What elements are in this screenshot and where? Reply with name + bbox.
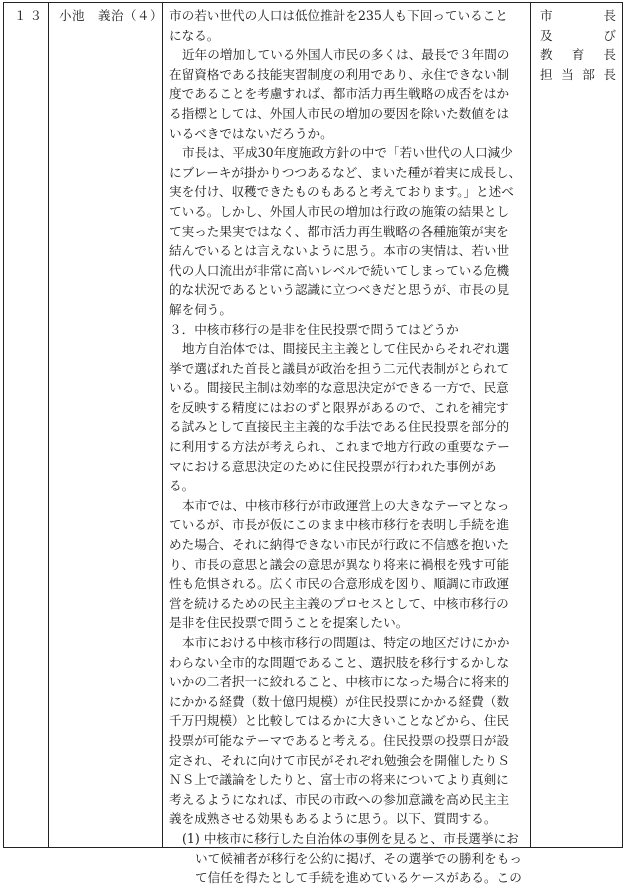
text-line: (1) 中核市に移行した自治体の事例を見ると、市長選挙にお: [182, 830, 519, 846]
text-line: ３．中核市移行の是非を住民投票で問うてはどうか: [169, 321, 459, 337]
text-line: る。: [169, 478, 195, 494]
text-line: る試みとして直接民主主義的な手法である住民投票を部分的: [169, 419, 510, 435]
text-line: 市長は、平成30年度施政方針の中で「若い世代の人口減少: [182, 145, 513, 161]
text-line: る指標としては、外国人市民の増加の要因を除いた数値をは: [169, 105, 510, 121]
text-line: 考えるようになれば、市民の市政への参加意識を高め民主主: [169, 791, 510, 807]
text-line: にブレーキが掛かりつつあるなど、まいた種が着実に成長し、: [169, 164, 522, 180]
text-line: 度であることを考慮すれば、都市活力再生戦略の成否をはか: [169, 86, 510, 102]
answerer-entry: [540, 65, 616, 85]
text-line: めた場合、それに納得できない市民が行政に不信感を抱いた: [169, 537, 510, 553]
text-line: にかかる経費（数十億円規模）が住民投票にかかる経費（数: [169, 693, 510, 709]
text-line: いて候補者が移行を公約に掲げ、その選挙での勝利をもっ: [195, 850, 522, 866]
text-line: て信任を得たとして手続を進めているケースがある。この: [195, 870, 522, 886]
text-line: て実った果実ではなく、都市活力再生戦略の各種施策が実を: [169, 223, 509, 239]
text-line: 的な状況であるという認識に立つべきだと思うが、市長の見: [169, 282, 510, 298]
answerer-char: 及: [540, 27, 553, 43]
text-line: 地方自治体では、間接民主主義として住民からそれぞれ選: [182, 341, 510, 357]
answerer-list: [540, 6, 620, 84]
answerer-entry: [540, 45, 616, 65]
text-line: いる。間接民主制は効率的な意思決定ができる一方で、民意: [169, 380, 509, 396]
text-line: 性も危惧される。広く市民の合意形成を図り、順調に市政運: [169, 576, 510, 592]
answerer-char: び: [603, 27, 616, 43]
text-line: になる。: [169, 27, 220, 43]
text-line: 市の若い世代の人口は低位推計を235人も下回っていること: [169, 8, 508, 23]
text-line: を反映する精度にはおのずと限界があるので、これを補完す: [169, 399, 509, 415]
text-line: 投票が可能なテーマであると考える。住民投票の投票日が設: [169, 732, 510, 748]
answerer-entry: [540, 26, 616, 46]
text-line: 是非を住民投票で問うことを提案したい。: [169, 615, 409, 631]
text-line: 在留資格である技能実習制度の利用であり、永住できない制: [169, 66, 510, 82]
text-line: 千万円規模）と比較してはるかに大きいことなどから、住民: [169, 713, 510, 729]
document-table: [3, 2, 623, 886]
answerer-char: 長: [603, 8, 616, 23]
text-line: わらない全市的な問題であること、選択肢を移行するかしな: [169, 654, 510, 670]
answerer-char: 当: [561, 66, 574, 82]
questioner-name: 小池 義治（４）: [59, 8, 164, 23]
text-line: 営を続けるための民主主義のプロセスとして、中核市移行の: [169, 595, 509, 611]
answerer-char: 長: [603, 47, 616, 63]
row-number: １３: [14, 8, 46, 23]
text-line: 実を付け、収穫できたものもあると考えております。」と述べ: [169, 184, 514, 200]
text-line: ているが、市長が仮にこのまま中核市移行を表明し手続を進: [169, 517, 510, 533]
answerer-char: 市: [540, 8, 553, 23]
text-line: 代の人口流出が非常に高いレベルで続いてしまっている危機: [169, 262, 510, 278]
answerer-entry: [540, 6, 616, 26]
text-line: いるべきではないだろうか。: [169, 125, 333, 141]
text-line: に利用する方法が考えられ、これまで地方行政の重要なテー: [169, 439, 510, 455]
text-line: 定され、それに向けて市民がそれぞれ勉強会を開催したりＳ: [169, 752, 510, 768]
text-line: ている。しかし、外国人市民の増加は行政の施策の結果とし: [169, 203, 510, 219]
question-text: [169, 6, 529, 888]
answerer-char: 担: [540, 66, 553, 82]
text-line: 結んでいるとは言えないように思う。本市の実情は、若い世: [169, 243, 510, 259]
column-divider: [48, 3, 49, 847]
text-line: 近年の増加している外国人市民の多くは、最長で３年間の: [182, 47, 510, 63]
text-line: り、市長の意思と議会の意思が異なり将来に禍根を残す可能: [169, 556, 510, 572]
text-line: マにおける意思決定のために住民投票が行われた事例があ: [169, 458, 497, 474]
text-line: 本市における中核市移行の問題は、特定の地区だけにかか: [182, 635, 510, 650]
column-divider: [162, 3, 163, 847]
text-line: 義を成熟させる効果もあるように思う。以下、質問する。: [169, 811, 497, 827]
text-line: 解を伺う。: [169, 301, 232, 317]
answerer-char: 育: [571, 47, 585, 63]
answerer-char: 部: [582, 66, 595, 82]
text-line: いかの二者択一に絞れること、中核市になった場合に将来的: [169, 674, 510, 690]
answerer-char: 長: [603, 66, 616, 82]
text-line: 本市では、中核市移行が市政運営上の大きなテーマとなっ: [182, 497, 510, 513]
text-line: ＮＳ上で議論をしたりと、富士市の将来についてより真剣に: [169, 772, 509, 788]
answerer-char: 教: [540, 47, 553, 63]
text-line: 挙で選ばれた首長と議員が政治を担う二元代表制がとられて: [169, 360, 510, 376]
column-divider: [530, 3, 531, 847]
